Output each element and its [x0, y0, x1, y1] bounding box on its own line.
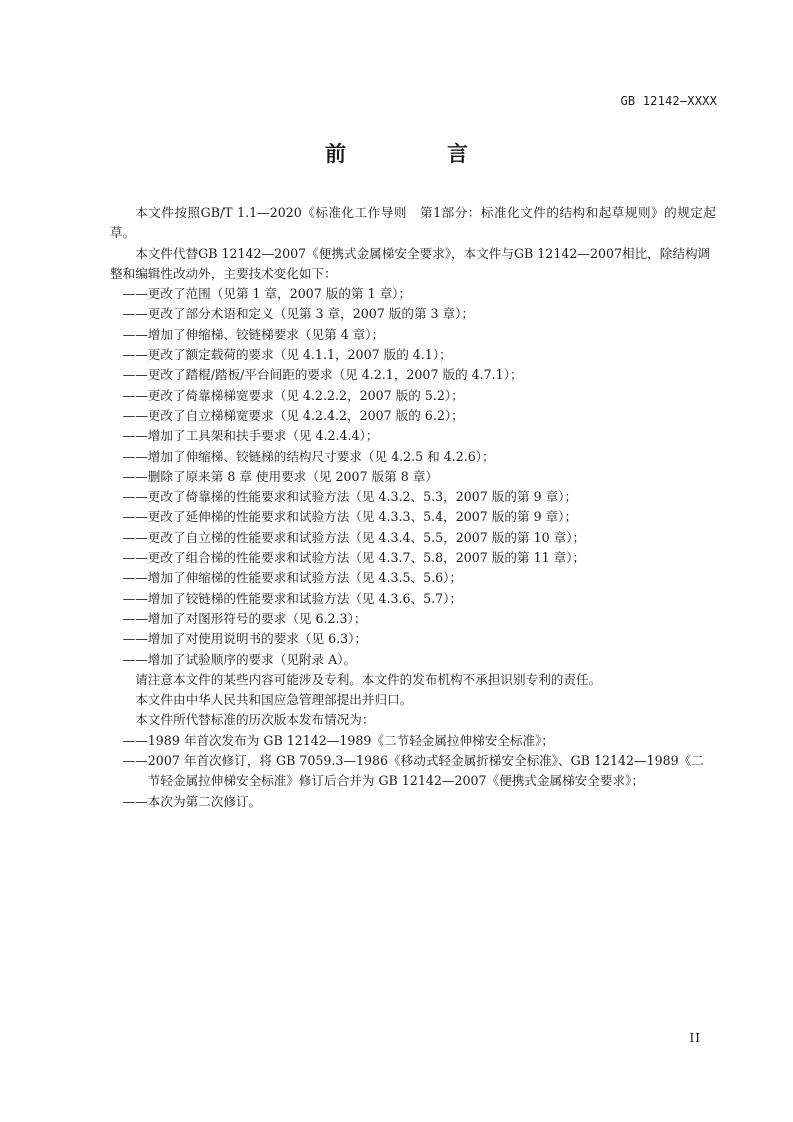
patent-notice: 请注意本文件的某些内容可能涉及专利。本文件的发布机构不承担识别专利的责任。: [135, 671, 602, 687]
technical-changes-list: [110, 284, 716, 670]
document-code: GB 12142—XXXX: [620, 94, 717, 108]
list-item: ——增加了伸缩梯、铰链梯的结构尺寸要求（见 4.2.5 和 4.2.6）；: [122, 448, 495, 464]
foreword-body: [110, 203, 716, 812]
replacement-paragraph: 本文件代替GB 12142—2007《便携式金属梯安全要求》，本文件与GB 12142—2007相比，除结构调整和编辑性改动外，主要技术变化如下：: [110, 245, 711, 281]
list-item: ——更改了踏棍/踏板/平台间距的要求（见 4.2.1，2007 版的 4.7.1）；: [122, 367, 523, 383]
list-item: ——删除了原来第 8 章 使用要求（见 2007 版第 8 章）: [122, 468, 438, 484]
list-item: ——增加了工具架和扶手要求（见 4.2.4.4）；: [122, 428, 379, 444]
list-item: ——更改了自立梯梯宽要求（见 4.2.4.2，2007 版的 6.2）；: [122, 407, 464, 423]
list-item: ——更改了倚靠梯梯宽要求（见 4.2.2.2，2007 版的 5.2）；: [122, 387, 464, 403]
list-item: ——更改了延伸梯的性能要求和试验方法（见 4.3.3、5.4，2007 版的第 9 章）；: [122, 509, 578, 525]
history-item: ——2007 年首次修订，将 GB 7059.3—1986《移动式轻金属折梯安全标准》、GB 12142—1989《二节轻金属拉伸梯安全标准》修订后合并为 GB 12142—2007《便携式金属梯安全要求》；: [122, 753, 704, 789]
list-item: ——更改了组合梯的性能要求和试验方法（见 4.3.7、5.8，2007 版的第 11 章）；: [122, 550, 586, 566]
proposer-statement: 本文件由中华人民共和国应急管理部提出并归口。: [135, 692, 413, 708]
list-item: ——增加了对图形符号的要求（见 6.2.3）；: [122, 610, 367, 626]
list-item: ——更改了额定载荷的要求（见 4.1.1，2007 版的 4.1）；: [122, 347, 452, 363]
list-item: ——增加了对使用说明书的要求（见 6.3）；: [122, 631, 368, 647]
list-item: ——增加了伸缩梯、铰链梯要求（见第 4 章）；: [122, 326, 385, 342]
version-history-list: [110, 731, 716, 812]
page-title: 前 言: [325, 142, 508, 166]
history-item: ——本次为第二次修订。: [122, 793, 262, 809]
list-item: ——增加了试验顺序的要求（见附录 A）。: [122, 651, 357, 667]
history-intro: 本文件所代替标准的历次版本发布情况为：: [135, 712, 375, 728]
list-item: ——更改了部分术语和定义（见第 3 章，2007 版的第 3 章）；: [122, 306, 475, 322]
history-item: ——1989 年首次发布为 GB 12142—1989《二节轻金属拉伸梯安全标准》；: [122, 732, 555, 748]
list-item: ——更改了倚靠梯的性能要求和试验方法（见 4.3.2、5.3，2007 版的第 9 章）；: [122, 489, 578, 505]
list-item: ——更改了范围（见第 1 章，2007 版的第 1 章）；: [122, 286, 412, 302]
list-item: ——更改了自立梯的性能要求和试验方法（见 4.3.4、5.5，2007 版的第 10 章）；: [122, 529, 586, 545]
page-number: II: [689, 1031, 701, 1045]
list-item: ——增加了伸缩梯的性能要求和试验方法（见 4.3.5、5.6）；: [122, 570, 463, 586]
drafting-rules-paragraph: 本文件按照GB/T 1.1—2020《标准化工作导则 第1部分：标准化文件的结构和起草规则》的规定起草。: [110, 205, 716, 241]
list-item: ——增加了铰链梯的性能要求和试验方法（见 4.3.6、5.7）；: [122, 590, 463, 606]
